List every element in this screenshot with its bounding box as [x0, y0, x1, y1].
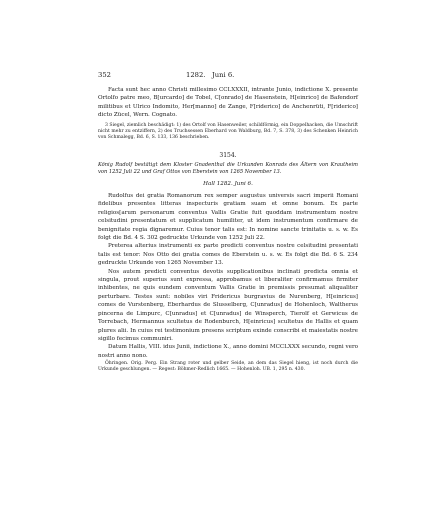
document-paragraph: Datum Hallis, VIII. idus Junii, indictione X., anno domini MCCLXXX secundo, regni vero nostri anno nono. [98, 344, 358, 359]
document-paragraph: Preterea alterius instrumenti ex parte predicti conventus nostre celsitudini presentati talis est tenor: Nos Otto dei gratia comes de Eberstein u. s. w. Es folgt die Bd. 6 S. 234 gedruckte Urkunde von 1265 November 13. [98, 243, 358, 267]
document-paragraph: Nos autem predicti conventus devotis supplicationibus inclinati predicta omnia et singula, prout superius sunt expressa, approbamus et liberaliter confirmamus firmiter inhibentes, ne quis eundem conventum Vallis Gratie in premissis presumat aliqualiter perturbare. Testes sunt: nobiles viri Fridericus burgravius de Nurenberg, H[einricus] comes de Vurstenberg, Eberhardus de Slusselberg, C[unradus] de Hohenloch, Waltherus pincerna de Limpurc, C[unradus] et C[unradus] de Winsperch, Tierolf et Gerwicus de Torrebach, Hermannus scultetus de Rodenburch, H[einricus] scultetus de Hallis et quam plures alii. In cuius rei testimonium presens scriptum exinde conscribi et maiestatis nostre sigillo fecimus communiri. [98, 268, 358, 342]
document-dateline: Hall 1282. Juni 6. [203, 181, 253, 187]
page-number: 352 [98, 71, 111, 79]
document-regest: König Rudolf bestätigt dem Kloster Gnadenthal die Urkunden Konrads des Ältern von Krautheim von 1252 Juli 22 und Graf Ottos von Eberstein von 1265 November 13. [98, 162, 358, 175]
document-number: 3154. [219, 152, 237, 159]
header-year: 1282. [186, 71, 206, 79]
closing-paragraph: Facta sunt hec anno Christi millesimo CCLXXXII, intrante Junio, indictione X. presente Ortolfo patre meo, B[urcardo] de Tobel, C[onrado] de Hasenstein, H[einrico] de Bafendorf militibus et Ulrico Indomito, Her[manno] de Zange, F[riderico] de Anchenrüti, F[riderico] dicto Zücel, Wern. Cognato. [98, 87, 358, 119]
page-header [98, 71, 358, 81]
document-3154 [98, 152, 358, 374]
header-date: Juni 6. [212, 71, 235, 79]
previous-document-end [98, 86, 358, 141]
seal-footnote: 3 Siegel, ziemlich beschädigt: 1) des Ortolf von Hasenweiler, schildförmig, ein Doppelhacken, die Umschrift nicht mehr zu entziffern, 2) des Truchsessen Eberhard von Waldburg, Bd. 7, S. 378, 3) des Schenken Heinrich von Schmalegg, Bd. 6, S. 133, 136 beschrieben. [98, 122, 358, 141]
document-paragraph: Rudolfus dei gratia Romanorum rex semper augustus universis sacri imperii Romani fidelibus presentes litteras inspecturis gratiam suam et omne bonum. Ex parte religios[arum personarum conventus Vallis Gratie fuit quoddam instrumentum nostre celsitudini presentatum et supplicatum humiliter, ut idem instrumentum confirmare de benignitate regia dignaremur. Cuius tenor talis est: In nomine sancte trinitatis u. s. w. Es folgt die Bd. 4 S. 302 gedruckte Urkunde von 1252 Juli 22. [98, 193, 358, 242]
source-footnote: Öhringen. Orig. Perg. Ein Strang roter und gelber Seide, an dem das Siegel hieng, ist noch durch die Urkunde geschlungen. — Regest: Böhmer-Redlich 1665. — Hohenloh. UB. 1, 295 n. 430. [98, 361, 358, 373]
